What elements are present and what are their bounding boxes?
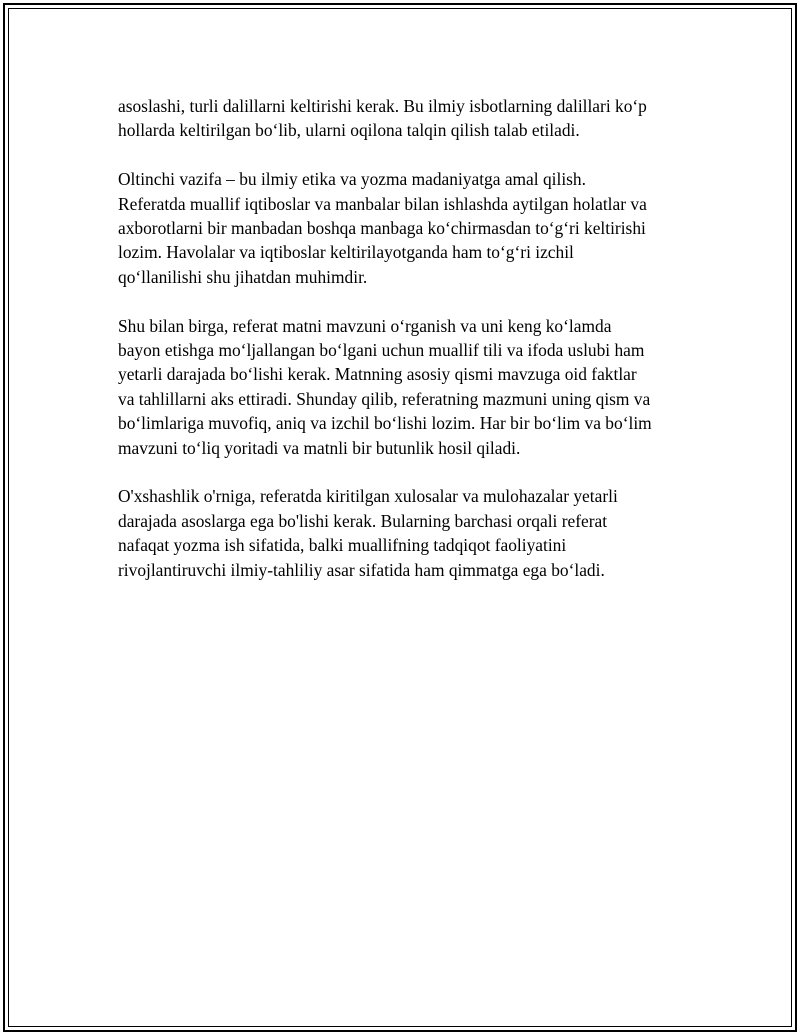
paragraph-1 bbox=[118, 94, 698, 143]
text-line: lozim. Havolalar va iqtiboslar keltirilayotganda ham toʻgʻri izchil bbox=[118, 242, 574, 263]
text-line: Shu bilan birga, referat matni mavzuni oʻrganish va uni keng koʻlamda bbox=[118, 315, 612, 336]
text-line: Referatda muallif iqtiboslar va manbalar bilan ishlashda aytilgan holatlar va bbox=[118, 193, 647, 214]
text-line: boʻlimlariga muvofiq, aniq va izchil boʻlishi lozim. Har bir boʻlim va boʻlim bbox=[118, 413, 652, 434]
text-line: Oltinchi vazifa – bu ilmiy etika va yozma madaniyatga amal qilish. bbox=[118, 169, 586, 190]
paragraph-2 bbox=[118, 167, 698, 289]
document-body bbox=[118, 94, 698, 606]
text-line: rivojlantiruvchi ilmiy-tahliliy asar sifatida ham qimmatga ega boʻladi. bbox=[118, 559, 605, 580]
text-line: nafaqat yozma ish sifatida, balki muallifning tadqiqot faoliyatini bbox=[118, 535, 567, 556]
text-line: yetarli darajada boʻlishi kerak. Matnning asosiy qismi mavzuga oid faktlar bbox=[118, 364, 637, 385]
paragraph-3 bbox=[118, 314, 698, 460]
text-line: darajada asoslarga ega bo'lishi kerak. Bularning barchasi orqali referat bbox=[118, 510, 608, 531]
text-line: bayon etishga moʻljallangan boʻlgani uchun muallif tili va ifoda uslubi ham bbox=[118, 340, 645, 361]
text-line: mavzuni toʻliq yoritadi va matnli bir butunlik hosil qiladi. bbox=[118, 437, 521, 458]
text-line: hollarda keltirilgan boʻlib, ularni oqilona talqin qilish talab etiladi. bbox=[118, 120, 580, 141]
text-line: qoʻllanilishi shu jihatdan muhimdir. bbox=[118, 266, 368, 287]
text-line: axborotlarni bir manbadan boshqa manbaga koʻchirmasdan toʻgʻri keltirishi bbox=[118, 218, 646, 239]
text-line: asoslashi, turli dalillarni keltirishi kerak. Bu ilmiy isbotlarning dalillari koʻp bbox=[118, 96, 647, 116]
paragraph-4 bbox=[118, 484, 698, 582]
text-line: O'xshashlik o'rniga, referatda kiritilgan xulosalar va mulohazalar yetarli bbox=[118, 486, 618, 507]
text-line: va tahlillarni aks ettiradi. Shunday qilib, referatning mazmuni uning qism va bbox=[118, 388, 651, 409]
